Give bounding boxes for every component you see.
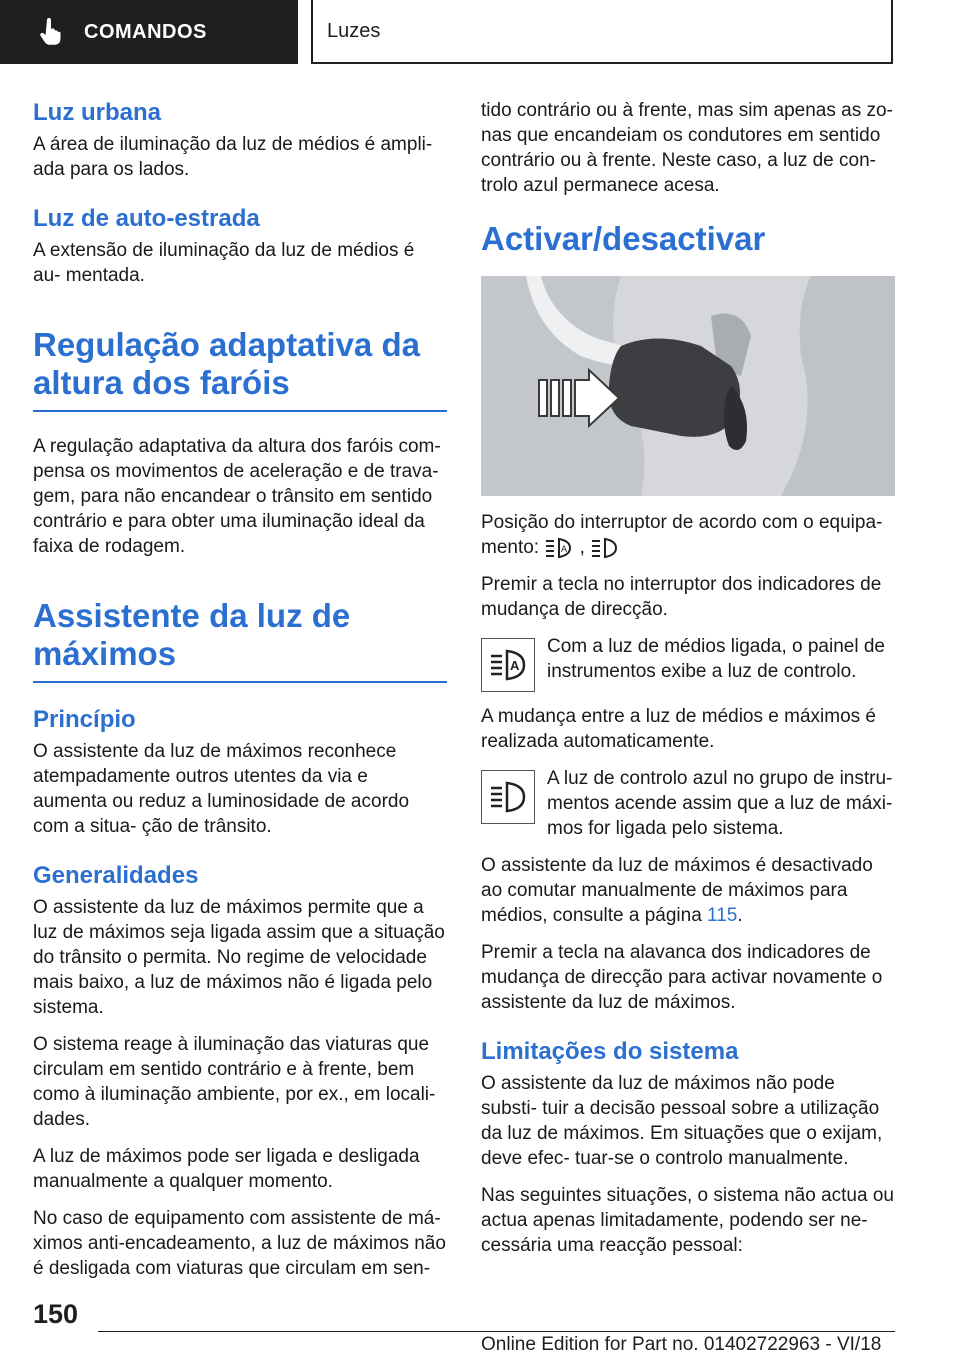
text-desactivar [481, 853, 895, 928]
heading-limitacoes: Limitações do sistema [481, 1038, 739, 1065]
heading-auto-estrada: Luz de auto-estrada [33, 205, 260, 232]
text-generalidades-4: No caso de equipamento com assistente de má‑ ximos anti-encadeamento, a luz de máximos não é desligada com viaturas que circulam em sen‑ [33, 1208, 446, 1279]
stalk-photo [481, 276, 895, 496]
text-premir-1: Premir a tecla no interruptor dos indicadores de mudança de direcção. [481, 574, 882, 620]
section-label: COMANDOS [84, 20, 207, 43]
text-principio: O assistente da luz de máximos reconhece atempadamente outros utentes da via e aumenta ou reduz a luminosidade de acordo com a situa‑ ção de trânsito. [33, 741, 410, 837]
text-premir-2: Premir a tecla na alavanca dos indicadores de mudança de direcção para activar novamente o assistente da luz de máximos. [481, 942, 883, 1013]
heading-assistente: Assistente da luz de máximos [33, 597, 447, 683]
svg-text:A: A [561, 543, 568, 554]
heading-regulacao: Regulação adaptativa da altura dos faróis [33, 326, 447, 412]
note-high-beam-assistant [481, 634, 895, 692]
text-limitacoes-2: Nas seguintes situações, o sistema não actua ou actua apenas limitadamente, podendo ser ne‑ cessária uma reacção pessoal: [481, 1185, 894, 1256]
page-number: 150 [33, 1299, 79, 1329]
text-limitacoes-1: O assistente da luz de máximos não pode substi‑ tuir a decisão pessoal sobre a utilização da luz de máximos. Em situações que o exijam, deve efec‑ tuar-se o controlo manualmente. [481, 1073, 883, 1169]
text-posicao-sep: , [579, 537, 585, 558]
text-posicao [481, 510, 895, 560]
text-desactivar-body: O assistente da luz de máximos é desactivado ao comutar manualmente de máximos para médios, consulte a página [481, 855, 873, 926]
text-icon-1: Com a luz de médios ligada, o painel de instrumentos exibe a luz de controlo. [547, 636, 885, 682]
text-regulacao: A regulação adaptativa da altura dos faróis com‑ pensa os movimentos de aceleração e de trava‑ gem, para não encandear o trânsito em sentido contrário e para obter uma iluminação ideal da faixa de rodagem. [33, 436, 441, 557]
high-beam-icon [590, 536, 620, 560]
svg-text:A: A [510, 658, 520, 673]
text-generalidades-1: O assistente da luz de máximos permite que a luz de máximos seja ligada assim que a situação do trânsito o permita. No regime de velocidade mais baixo, a luz de máximos não é ligada pelo sistema. [33, 897, 445, 1018]
text-continuation: tido contrário ou à frente, mas sim apenas as zo‑ nas que encandeiam os condutores em sentido contrário ou à frente. Neste caso, a luz de con‑ trolo azul permanece acesa. [481, 100, 893, 196]
text-icon-2: A luz de controlo azul no grupo de instru‑ mentos acende assim que a luz de máxi‑ mos for ligada pelo sistema. [547, 768, 893, 839]
text-auto-estrada: A extensão de iluminação da luz de médios é au‑ mentada. [33, 240, 415, 286]
hand-pointer-icon [38, 18, 64, 46]
section-tab [0, 0, 298, 64]
right-column [481, 98, 895, 1270]
page-header [0, 0, 960, 66]
text-posicao-label: Posição do interruptor de acordo com o equipa‑ mento: [481, 512, 883, 558]
heading-activar: Activar/desactivar [481, 220, 766, 257]
text-desactivar-end: . [737, 905, 743, 926]
text-generalidades-3: A luz de máximos pode ser ligada e desligada manualmente a qualquer momento. [33, 1146, 420, 1192]
text-mudanca: A mudança entre a luz de médios e máximos é realizada automaticamente. [481, 706, 876, 752]
heading-luz-urbana: Luz urbana [33, 99, 162, 126]
chapter-tab [311, 0, 893, 64]
page-link-115[interactable]: 115 [707, 905, 738, 926]
high-beam-assistant-icon [481, 638, 535, 692]
chapter-label: Luzes [327, 19, 381, 42]
turn-signal-stalk-illustration [481, 276, 895, 496]
heading-generalidades: Generalidades [33, 862, 199, 889]
heading-principio: Princípio [33, 706, 136, 733]
high-beam-assistant-icon [544, 536, 574, 560]
edition-note: Online Edition for Part no. 01402722963 - VI/18 [481, 1334, 882, 1355]
left-column [33, 98, 447, 1293]
text-luz-urbana: A área de iluminação da luz de médios é ampli‑ ada para os lados. [33, 134, 433, 180]
high-beam-icon [481, 770, 535, 824]
text-generalidades-2: O sistema reage à iluminação das viaturas que circulam em sentido contrário e à frente, bem como à iluminação ambiente, por ex., em locali‑ dades. [33, 1034, 436, 1130]
footer-divider [98, 1331, 895, 1332]
note-high-beam [481, 766, 895, 841]
